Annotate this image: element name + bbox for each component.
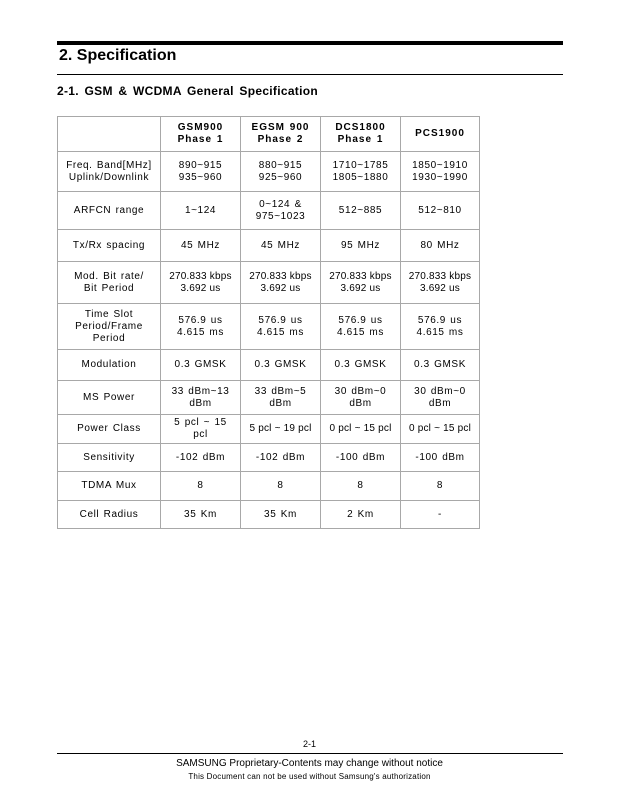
row-label: Mod. Bit rate/ Bit Period bbox=[58, 262, 161, 304]
table-cell: 8 bbox=[241, 472, 321, 501]
table-cell: - bbox=[401, 501, 480, 529]
section-title: 2. Specification bbox=[59, 47, 177, 64]
table-cell: 0 pcl ~ 15 pcl bbox=[321, 415, 401, 444]
page-number: 2-1 bbox=[302, 739, 316, 749]
table-row bbox=[58, 381, 480, 415]
table-cell: 270.833 kbps 3.692 us bbox=[321, 262, 401, 304]
row-label: Sensitivity bbox=[58, 444, 161, 472]
table-row bbox=[58, 192, 480, 230]
table-cell: 880~915 925~960 bbox=[241, 152, 321, 192]
footer-rule bbox=[57, 753, 563, 754]
row-label: Cell Radius bbox=[58, 501, 161, 529]
table-cell: 5 pcl ~ 15 pcl bbox=[161, 415, 241, 444]
table-cell: 0.3 GMSK bbox=[401, 350, 480, 381]
table-cell: 8 bbox=[161, 472, 241, 501]
row-label: MS Power bbox=[58, 381, 161, 415]
header-corner-cell bbox=[58, 117, 161, 152]
table-cell: 35 Km bbox=[161, 501, 241, 529]
table-cell: 35 Km bbox=[241, 501, 321, 529]
table-cell: 45 MHz bbox=[241, 230, 321, 262]
table-cell: 0.3 GMSK bbox=[161, 350, 241, 381]
table-cell: 270.833 kbps 3.692 us bbox=[161, 262, 241, 304]
table-cell: 0.3 GMSK bbox=[321, 350, 401, 381]
footer-notice: SAMSUNG Proprietary-Contents may change without notice bbox=[176, 758, 443, 769]
table-cell: 1710~1785 1805~1880 bbox=[321, 152, 401, 192]
table-cell: 30 dBm~0 dBm bbox=[401, 381, 480, 415]
table-cell: 1850~1910 1930~1990 bbox=[401, 152, 480, 192]
header-row bbox=[58, 117, 480, 152]
table-row bbox=[58, 444, 480, 472]
table-cell: 576.9 us 4.615 ms bbox=[241, 304, 321, 350]
table-cell: 2 Km bbox=[321, 501, 401, 529]
table-cell: 270.833 kbps 3.692 us bbox=[401, 262, 480, 304]
row-label: Time Slot Period/Frame Period bbox=[58, 304, 161, 350]
table-cell: -102 dBm bbox=[241, 444, 321, 472]
table-cell: 45 MHz bbox=[161, 230, 241, 262]
table-row bbox=[58, 472, 480, 501]
table-row bbox=[58, 230, 480, 262]
column-header: PCS1900 bbox=[401, 117, 480, 152]
table-cell: 512~810 bbox=[401, 192, 480, 230]
table-row bbox=[58, 262, 480, 304]
table-row bbox=[58, 415, 480, 444]
row-label: Modulation bbox=[58, 350, 161, 381]
table-cell: 576.9 us 4.615 ms bbox=[401, 304, 480, 350]
spec-table bbox=[57, 116, 480, 529]
table-cell: -100 dBm bbox=[321, 444, 401, 472]
column-header: GSM900 Phase 1 bbox=[161, 117, 241, 152]
table-cell: 576.9 us 4.615 ms bbox=[321, 304, 401, 350]
table-cell: 1~124 bbox=[161, 192, 241, 230]
table-cell: 890~915 935~960 bbox=[161, 152, 241, 192]
top-rule bbox=[57, 41, 563, 45]
table-row bbox=[58, 152, 480, 192]
title-rule bbox=[57, 74, 563, 75]
table-cell: 0 pcl ~ 15 pcl bbox=[401, 415, 480, 444]
table-cell: 33 dBm~13 dBm bbox=[161, 381, 241, 415]
table-cell: 8 bbox=[321, 472, 401, 501]
table-cell: 33 dBm~5 dBm bbox=[241, 381, 321, 415]
row-label: Tx/Rx spacing bbox=[58, 230, 161, 262]
column-header: DCS1800 Phase 1 bbox=[321, 117, 401, 152]
table-cell: 80 MHz bbox=[401, 230, 480, 262]
table-cell: 512~885 bbox=[321, 192, 401, 230]
table-cell: 0.3 GMSK bbox=[241, 350, 321, 381]
table-cell: 30 dBm~0 dBm bbox=[321, 381, 401, 415]
table-cell: 95 MHz bbox=[321, 230, 401, 262]
row-label: TDMA Mux bbox=[58, 472, 161, 501]
table-cell: -102 dBm bbox=[161, 444, 241, 472]
table-cell: 270.833 kbps 3.692 us bbox=[241, 262, 321, 304]
footer-authorization: This Document can not be used without Samsung's authorization bbox=[188, 772, 431, 781]
table-cell: 576.9 us 4.615 ms bbox=[161, 304, 241, 350]
table-row bbox=[58, 501, 480, 529]
subsection-title: 2-1. GSM & WCDMA General Specification bbox=[57, 84, 318, 98]
table-cell: 0~124 & 975~1023 bbox=[241, 192, 321, 230]
table-cell: -100 dBm bbox=[401, 444, 480, 472]
table-row bbox=[58, 350, 480, 381]
table-row bbox=[58, 304, 480, 350]
row-label: Power Class bbox=[58, 415, 161, 444]
table-cell: 8 bbox=[401, 472, 480, 501]
row-label: ARFCN range bbox=[58, 192, 161, 230]
table-cell: 5 pcl ~ 19 pcl bbox=[241, 415, 321, 444]
column-header: EGSM 900 Phase 2 bbox=[241, 117, 321, 152]
row-label: Freq. Band[MHz] Uplink/Downlink bbox=[58, 152, 161, 192]
